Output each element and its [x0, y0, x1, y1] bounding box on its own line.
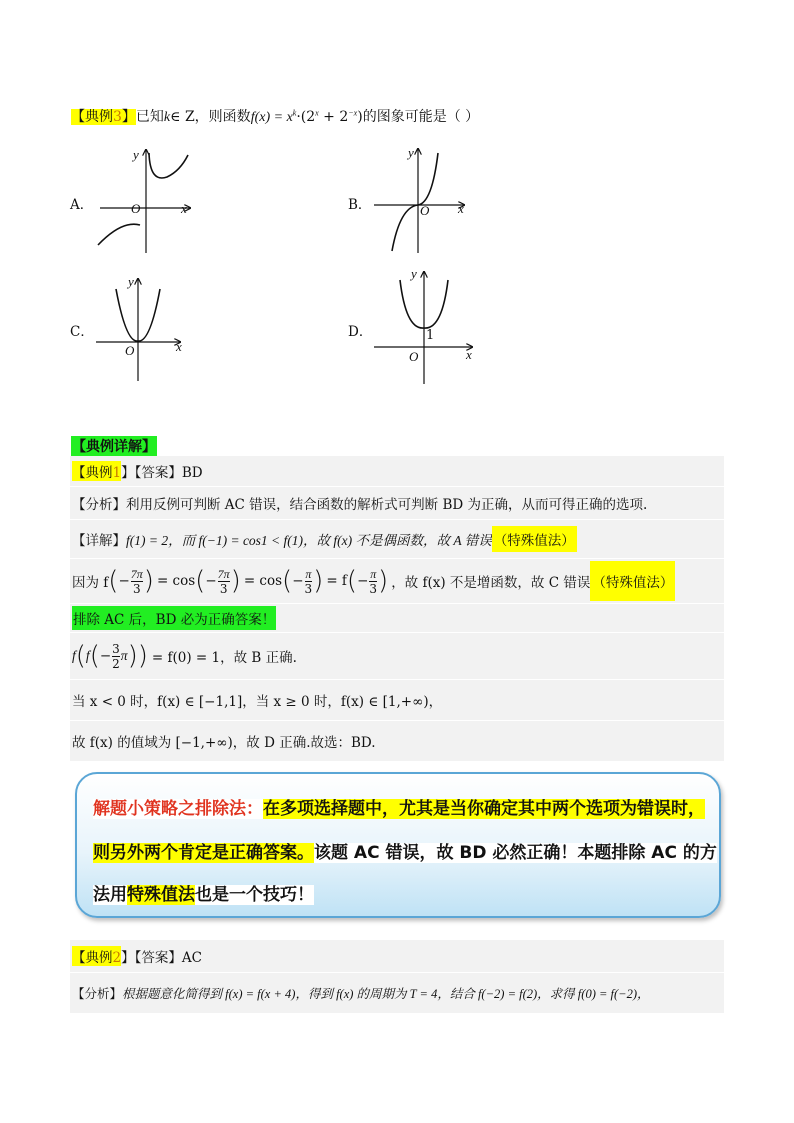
tip-line-3: 法用特殊值法也是一个技巧！: [93, 885, 314, 905]
ex1-answer-row: 【典例1 】【答案】BD: [70, 456, 724, 486]
question-tag: 【典例3】: [71, 109, 136, 125]
ex1-line-b: f ( f ( − $\frac{3}{2}$ π ) ) = f(0) = 1，故 B 正确.: [70, 633, 724, 679]
ex1-detail-row: 【详解】 f(1) = 2，而 f(−1) = cos1 < f(1)，故 f(x) 不是偶函数，故 A 错误 （特殊值法）: [70, 520, 724, 558]
ex1-line-c: 因为 f ( − $\frac{7\pi}{3}$ ) = cos ( − $\frac{7\pi}{3}$ ) = cos ( − $\frac{\pi}{3}$ ) = f ( − $\frac{\pi}{3}$ ) ，故 f(x) 不是增函数，故 C 错误 （特殊值法）: [70, 559, 724, 603]
graph-d: [372, 268, 480, 386]
graph-d-x: x: [466, 347, 472, 362]
graph-c-o: O: [125, 343, 135, 358]
graph-a: [92, 145, 197, 255]
tip-line-2: 则另外两个肯定是正确答案。该题 AC 错误，故 BD 必然正确！本题排除 AC 的方: [93, 843, 717, 863]
ex1-tag: 【典例1: [72, 461, 121, 481]
option-b-label: B．: [348, 197, 372, 213]
question-line: 【典例3】已知k∈ Z，则函数$f(x) = x^k\cdot(2^x + 2^{-x})$的图象可能是（ ）: [71, 108, 480, 125]
graph-a-y: y: [133, 147, 139, 162]
ex1-exclude-row: [70, 604, 724, 632]
graph-a-o: O: [131, 201, 141, 216]
graph-c-x: x: [176, 339, 182, 354]
graph-d-one: 1: [426, 328, 435, 343]
graph-d-y: y: [411, 266, 417, 281]
tip-title: 解题小策略之排除法：: [93, 799, 263, 819]
section-title: 【典例详解】: [71, 436, 157, 456]
exclude-note: 排除 AC 后，BD 必为正确答案！: [72, 606, 276, 630]
graph-b-y: y: [408, 145, 414, 160]
ex1-line-d1: 当 x < 0 时，f(x) ∈ [−1,1]，当 x ≥ 0 时，f(x) ∈ [1,+∞)，: [70, 680, 724, 720]
option-d-label: D．: [348, 324, 373, 340]
graph-c-y: y: [128, 274, 134, 289]
tip-line-1: 解题小策略之排除法：在多项选择题中，尤其是当你确定其中两个选项为错误时，: [93, 799, 705, 819]
special-value-tag-2: （特殊值法）: [590, 561, 675, 601]
ex1-analysis-row: 【分析】 利用反例可判断 AC 错误，结合函数的解析式可判断 BD 为正确，从而可得正确的选项.: [70, 487, 724, 519]
option-c-label: C．: [70, 324, 94, 340]
ex2-answer-row: 【典例2 】【答案】AC: [70, 940, 724, 972]
graph-d-o: O: [409, 349, 419, 364]
graph-b-o: O: [420, 203, 430, 218]
graph-a-x: x: [181, 201, 187, 216]
graph-b: [370, 145, 475, 255]
ex2-tag: 【典例2: [72, 946, 121, 966]
graph-c: [92, 275, 192, 383]
graph-b-x: x: [458, 201, 464, 216]
option-a-label: A．: [70, 197, 94, 213]
ex1-line-d2: 故 f(x) 的值域为 [−1,+∞)，故 D 正确.故选：BD.: [70, 721, 724, 761]
ex2-analysis-row: 【分析】 根据题意化简得到 f(x) = f(x + 4)，得到 f(x) 的周期为 T = 4，结合 f(−2) = f(2)，求得 f(0) = f(−2)，: [70, 973, 724, 1013]
special-value-tag-1: （特殊值法）: [492, 526, 577, 552]
